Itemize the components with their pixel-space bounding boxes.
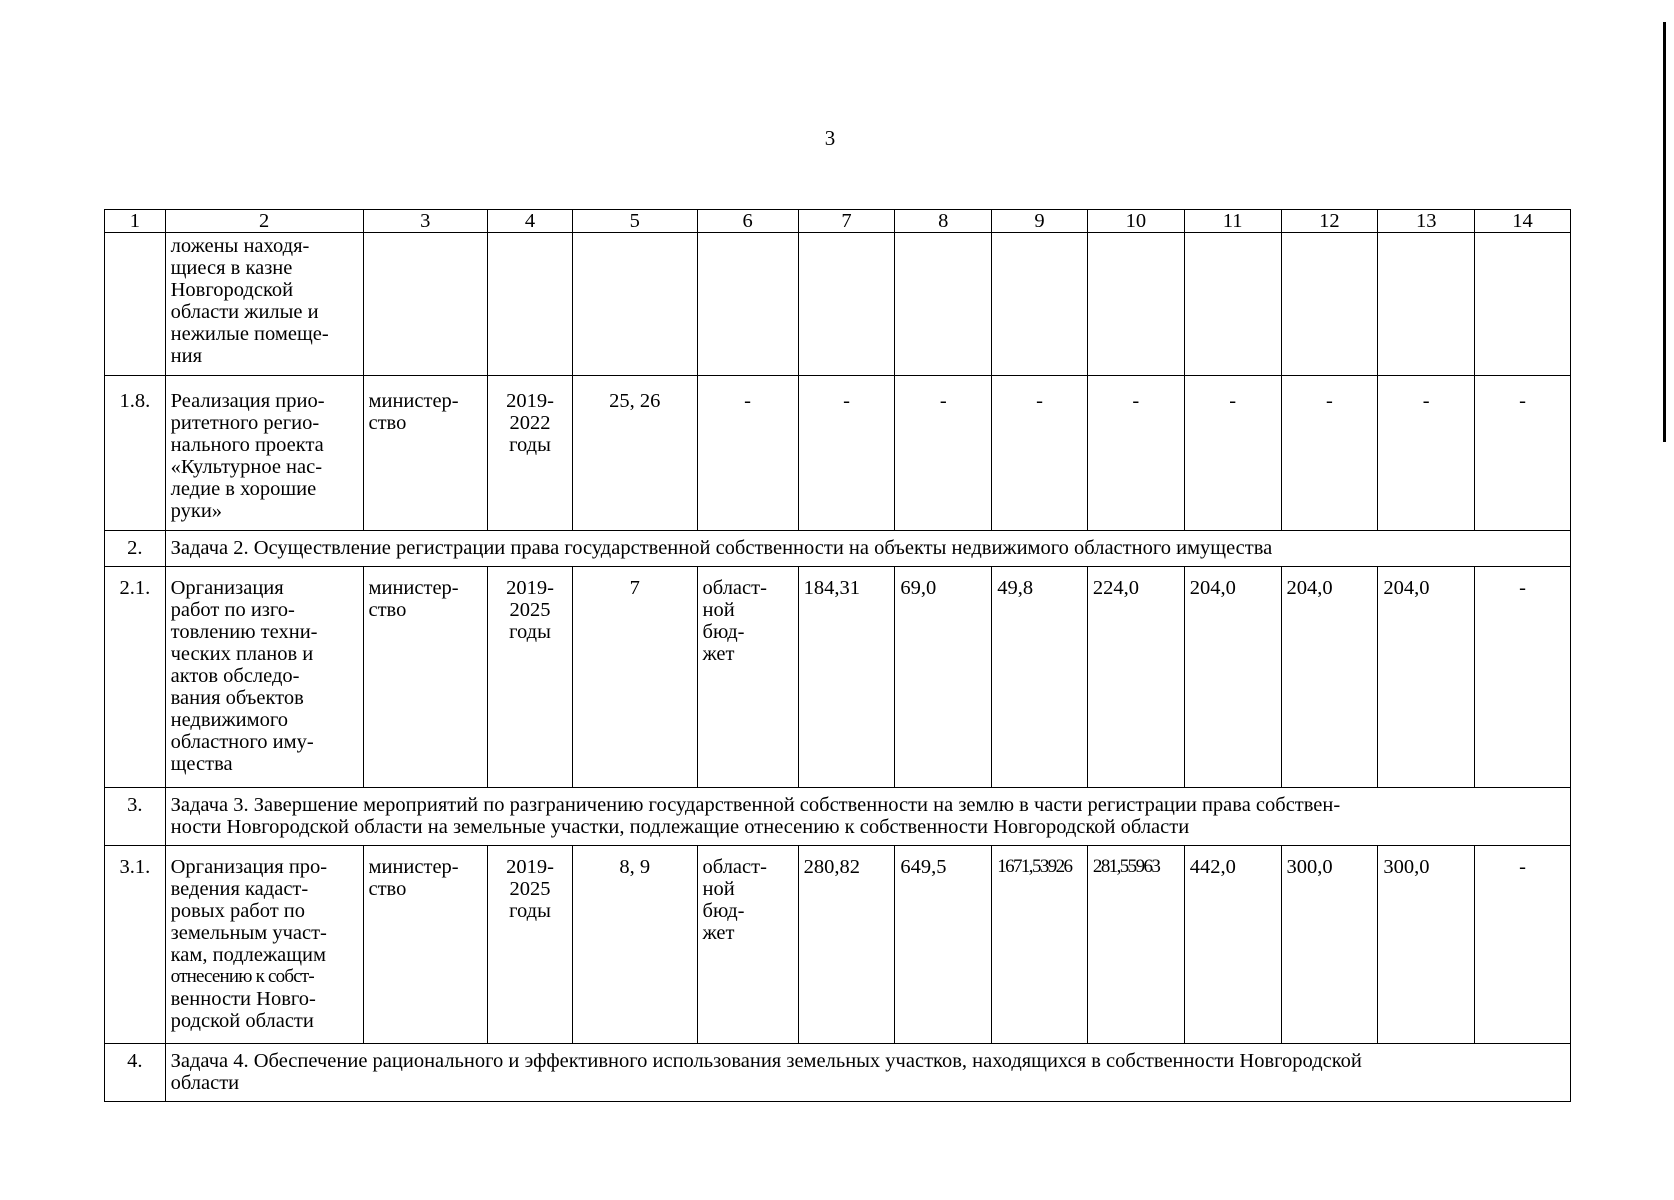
text-line: родской области — [170, 1010, 314, 1032]
header-cell: 10 — [1087, 210, 1184, 233]
text-line: области жилые и — [170, 301, 319, 323]
row-number: 3.1. — [105, 846, 166, 1044]
text-line: руки» — [170, 500, 223, 522]
value-cell: - — [1184, 376, 1281, 531]
text-line: Новгородской — [170, 279, 294, 301]
text-line: нежилые помеще- — [170, 323, 329, 345]
executor — [363, 846, 487, 1044]
text-line: Реализация прио- — [170, 390, 325, 412]
text-line: министер- — [368, 577, 459, 599]
period — [487, 567, 572, 788]
activity-name — [165, 233, 363, 376]
value-cell: - — [798, 376, 895, 531]
text-line: годы — [509, 434, 551, 456]
row-number: 1.8. — [105, 376, 166, 531]
text-line: области — [170, 1072, 240, 1094]
text-line: ство — [368, 878, 407, 900]
text-line: жет — [702, 643, 735, 665]
text-line: ровых работ по — [170, 900, 306, 922]
empty-cell — [1281, 233, 1378, 376]
value-cell: - — [992, 376, 1088, 531]
text-line: работ по изго- — [170, 599, 295, 621]
value-cell: - — [1475, 846, 1571, 1044]
text-line: «Культурное нас- — [170, 456, 323, 478]
text-line: ство — [368, 599, 407, 621]
text-line: министер- — [368, 856, 459, 878]
value-cell: 280,82 — [798, 846, 895, 1044]
text-line: 2019- — [506, 856, 554, 878]
text-line: ледие в хорошие — [170, 478, 317, 500]
text-line: Организация — [170, 577, 284, 599]
text-line: земельным участ- — [170, 922, 327, 944]
text-line: ство — [368, 412, 407, 434]
indicators: 8, 9 — [573, 846, 697, 1044]
value-cell: - — [697, 376, 798, 531]
empty-cell — [487, 233, 572, 376]
task-row-2 — [105, 531, 1571, 567]
header-cell: 7 — [798, 210, 895, 233]
task-text — [165, 1044, 1570, 1102]
row-number: 4. — [105, 1044, 166, 1102]
text-line: 2025 — [509, 599, 551, 621]
empty-cell — [992, 233, 1088, 376]
activity-name — [165, 567, 363, 788]
text-line: 2019- — [506, 390, 554, 412]
text-line: ности Новгородской области на земельные участки, подлежащие отнесению к собственности Новгородской области — [170, 816, 1190, 838]
header-cell: 8 — [895, 210, 992, 233]
value-cell: 204,0 — [1184, 567, 1281, 788]
value-cell: 69,0 — [895, 567, 992, 788]
text-line: кам, подлежащим — [170, 944, 326, 966]
header-cell: 11 — [1184, 210, 1281, 233]
text-line: недвижимого — [170, 709, 289, 731]
text-line: ведения кадаст- — [170, 878, 309, 900]
executor — [363, 376, 487, 531]
funding-source — [697, 567, 798, 788]
task-text — [165, 788, 1570, 846]
value-cell: 204,0 — [1378, 567, 1475, 788]
text-line: ческих планов и — [170, 643, 314, 665]
activity-name — [165, 846, 363, 1044]
value-cell: 204,0 — [1281, 567, 1378, 788]
header-cell: 6 — [697, 210, 798, 233]
value-cell: 1671,53926 — [992, 846, 1088, 1044]
text-line: щества — [170, 753, 233, 775]
table-row-1-8 — [105, 376, 1571, 531]
period — [487, 376, 572, 531]
page-number: 3 — [824, 126, 836, 150]
text-line: ложены находя- — [170, 235, 310, 257]
header-cell: 5 — [573, 210, 697, 233]
value-cell: 442,0 — [1184, 846, 1281, 1044]
text-line: 2019- — [506, 577, 554, 599]
table-row-2-1 — [105, 567, 1571, 788]
table-header-row — [105, 210, 1571, 233]
text-line: бюд- — [702, 621, 745, 643]
header-cell: 2 — [165, 210, 363, 233]
value-cell: 184,31 — [798, 567, 895, 788]
text-line: Задача 4. Обеспечение рационального и эффективного использования земельных участков, находящихся в собственности Новгородской — [170, 1050, 1362, 1072]
value-cell: 649,5 — [895, 846, 992, 1044]
value-cell: 224,0 — [1087, 567, 1184, 788]
text-line: областного иму- — [170, 731, 314, 753]
value-cell: - — [1281, 376, 1378, 531]
text-line: Организация про- — [170, 856, 328, 878]
text-line: товлению техни- — [170, 621, 318, 643]
executor — [363, 567, 487, 788]
text-line: 2022 — [509, 412, 551, 434]
empty-cell — [895, 233, 992, 376]
value-cell: 49,8 — [992, 567, 1088, 788]
value-cell: 281,55963 — [1087, 846, 1184, 1044]
text-line: 2025 — [509, 878, 551, 900]
task-row-4 — [105, 1044, 1571, 1102]
text-line: венности Новго- — [170, 988, 316, 1010]
text-line: министер- — [368, 390, 459, 412]
activity-name — [165, 376, 363, 531]
value-cell: - — [1475, 376, 1571, 531]
text-line: отнесению к собст- — [170, 966, 314, 987]
text-line: ния — [170, 345, 202, 367]
period — [487, 846, 572, 1044]
text-line: Задача 3. Завершение мероприятий по разграничению государственной собственности на землю в части регистрации права собствен- — [170, 794, 1341, 816]
funding-source — [697, 846, 798, 1044]
empty-cell — [1378, 233, 1475, 376]
table-row-3-1 — [105, 846, 1571, 1044]
value-cell: - — [1475, 567, 1571, 788]
row-number: 2.1. — [105, 567, 166, 788]
program-table — [104, 209, 1571, 1102]
header-cell: 9 — [992, 210, 1088, 233]
empty-cell — [798, 233, 895, 376]
text-line: нального проекта — [170, 434, 324, 456]
text-line: ной — [702, 878, 735, 900]
text-line: актов обследо- — [170, 665, 300, 687]
value-cell: - — [895, 376, 992, 531]
row-number: 2. — [105, 531, 166, 567]
header-cell: 12 — [1281, 210, 1378, 233]
value-cell: - — [1087, 376, 1184, 531]
text-line: годы — [509, 900, 551, 922]
text-line: област- — [702, 856, 767, 878]
empty-cell — [1087, 233, 1184, 376]
value-cell: 300,0 — [1378, 846, 1475, 1044]
table-row-continuation — [105, 233, 1571, 376]
indicators: 25, 26 — [573, 376, 697, 531]
text-line: годы — [509, 621, 551, 643]
text-line: вания объектов — [170, 687, 304, 709]
empty-cell — [1475, 233, 1571, 376]
row-number: 3. — [105, 788, 166, 846]
header-cell: 3 — [363, 210, 487, 233]
empty-cell — [1184, 233, 1281, 376]
header-cell: 4 — [487, 210, 572, 233]
header-cell: 14 — [1475, 210, 1571, 233]
text-line: щиеся в казне — [170, 257, 293, 279]
scan-edge-line — [1663, 22, 1666, 442]
empty-cell — [573, 233, 697, 376]
task-text: Задача 2. Осуществление регистрации права государственной собственности на объекты недвижимого областного имущества — [165, 531, 1570, 567]
task-row-3 — [105, 788, 1571, 846]
empty-cell — [363, 233, 487, 376]
empty-cell — [697, 233, 798, 376]
text-line: бюд- — [702, 900, 745, 922]
header-cell: 1 — [105, 210, 166, 233]
indicators: 7 — [573, 567, 697, 788]
value-cell: 300,0 — [1281, 846, 1378, 1044]
text-line: ритетного регио- — [170, 412, 320, 434]
value-cell: - — [1378, 376, 1475, 531]
text-line: област- — [702, 577, 767, 599]
text-line: жет — [702, 922, 735, 944]
text-line: ной — [702, 599, 735, 621]
row-number — [105, 233, 166, 376]
header-cell: 13 — [1378, 210, 1475, 233]
